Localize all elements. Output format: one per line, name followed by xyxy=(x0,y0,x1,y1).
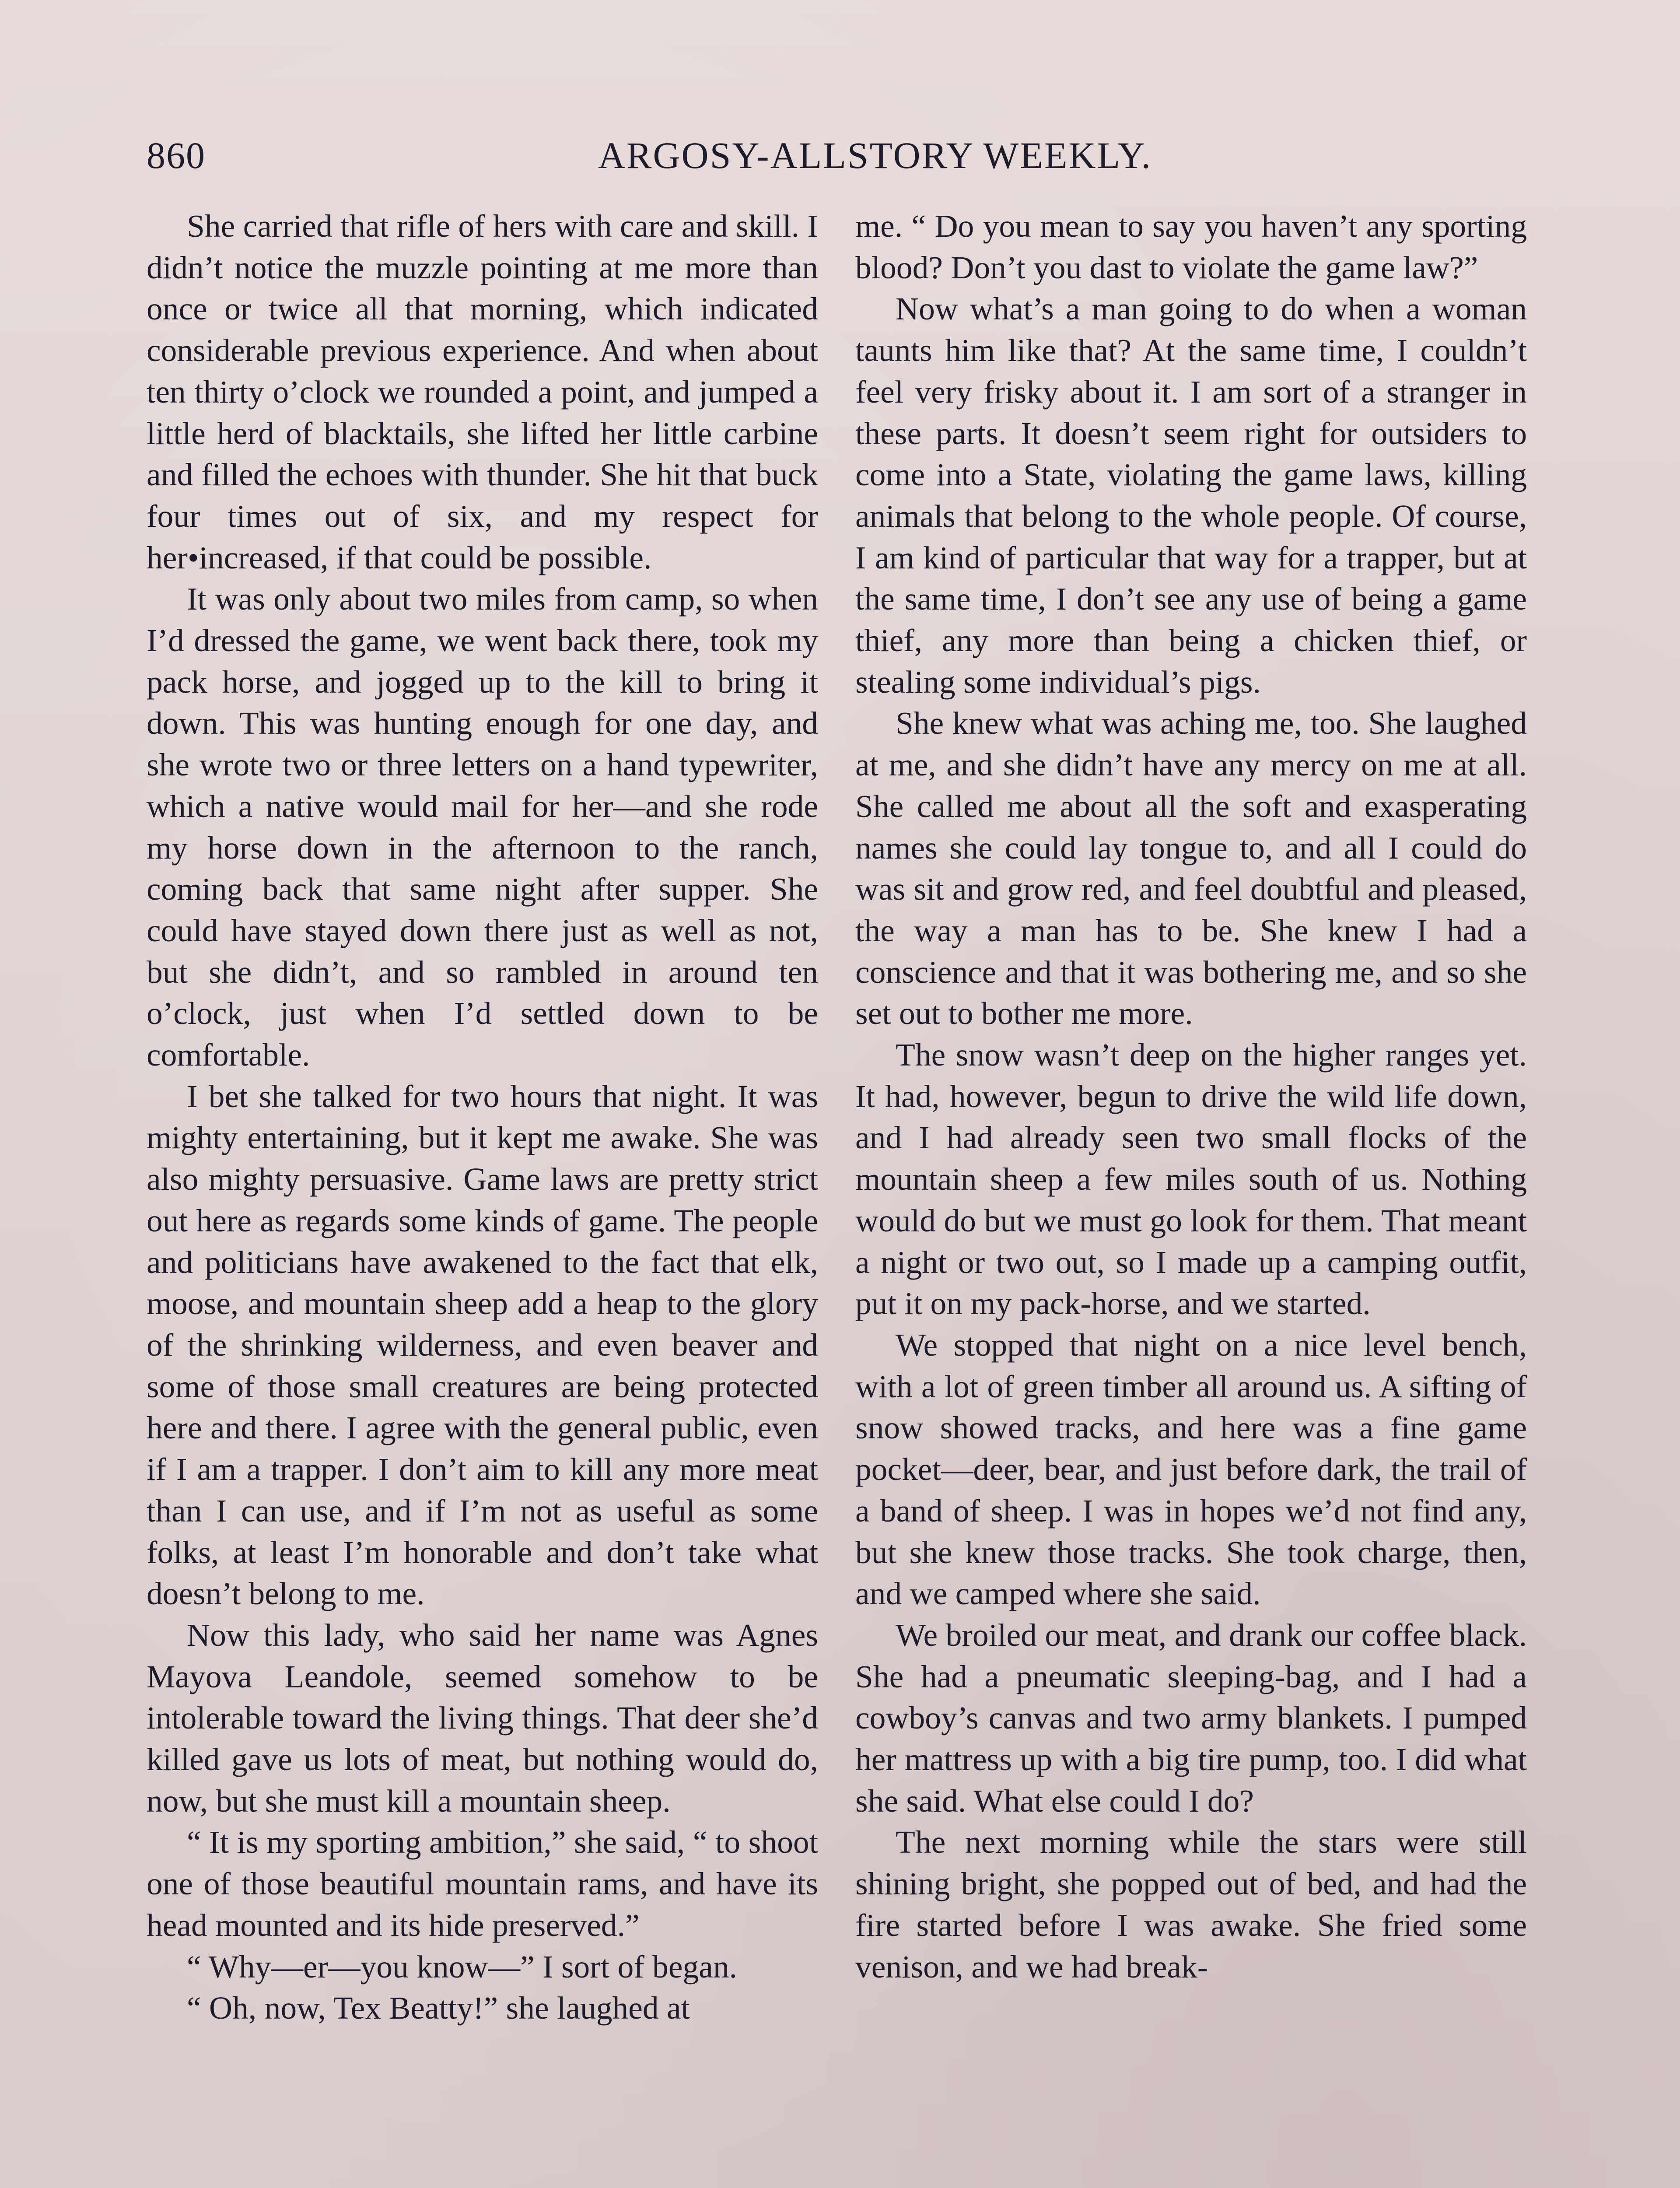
right-column xyxy=(855,206,1527,1988)
running-head: ARGOSY-ALLSTORY WEEKLY. xyxy=(598,134,1152,176)
paragraph: I bet she talked for two hours that night. It was mighty entertaining, but it kept me awake. She was also mighty persuasive. Game laws are pretty strict out here as regards some kinds of game. The people and politicians have awakened to the fact that elk, moose, and mountain sheep add a heap to the glory of the shrinking wilderness, and even beaver and some of those small creatures are being protected here and there. I agree with the general public, even if I am a trapper. I don’t aim to kill any more meat than I can use, and if I’m not as useful as some folks, at least I’m honorable and don’t take what doesn’t belong to me. xyxy=(147,1078,818,1612)
page-number: 860 xyxy=(147,134,206,176)
paragraph: “ It is my sporting ambition,” she said, “ to shoot one of those beautiful mountain rams, and have its head mounted and its hide preserved.” xyxy=(147,1824,818,1943)
continued-paragraph: me. “ Do you mean to say you haven’t any sporting blood? Don’t you dast to violate the game law?” xyxy=(855,208,1527,285)
paragraph: She carried that rifle of hers with care and skill. I didn’t notice the muzzle pointing at me more than once or twice all that morning, which indicated considerable previous experience. And when about ten thirty o’clock we rounded a point, and jumped a little herd of blacktails, she lifted her little carbine and filled the echoes with thunder. She hit that buck four times out of six, and my respect for her•increased, if that could be possible. xyxy=(147,208,818,575)
paragraph: “ Why—er—you know—” I sort of began. xyxy=(187,1949,738,1985)
page-header xyxy=(147,131,1538,179)
paragraph: The snow wasn’t deep on the higher ranges yet. It had, however, begun to drive the wild life down, and I had already seen two small flocks of the mountain sheep a few miles south of us. Nothing would do but we must go look for them. That meant a night or two out, so I made up a camping outfit, put it on my pack-horse, and we started. xyxy=(855,1037,1527,1322)
paragraph: We broiled our meat, and drank our coffee black. She had a pneumatic sleeping-bag, and I had a cowboy’s canvas and two army blankets. I pumped her mattress up with a big tire pump, too. I did what she said. What else could I do? xyxy=(855,1617,1527,1819)
paragraph: Now this lady, who said her name was Agnes Mayova Leandole, seemed somehow to be intolerable toward the living things. That deer she’d killed gave us lots of meat, but nothing would do, now, but she must kill a mountain sheep. xyxy=(147,1617,818,1819)
paragraph: Now what’s a man going to do when a woman taunts him like that? At the same time, I couldn’t feel very frisky about it. I am sort of a stranger in these parts. It doesn’t seem right for outsiders to come into a State, violating the game laws, killing animals that belong to the whole people. Of course, I am kind of particular that way for a trapper, but at the same time, I don’t see any use of being a game thief, any more than being a chicken thief, or stealing some individual’s pigs. xyxy=(855,291,1527,700)
paragraph: She knew what was aching me, too. She laughed at me, and she didn’t have any mercy on me at all. She called me about all the soft and exasperating names she could lay tongue to, and all I could do was sit and grow red, and feel doubtful and pleased, the way a man has to be. She knew I had a conscience and that it was bothering me, and so she set out to bother me more. xyxy=(855,705,1527,1031)
paragraph: “ Oh, now, Tex Beatty!” she laughed at xyxy=(187,1990,690,2026)
paragraph: The next morning while the stars were still shining bright, she popped out of bed, and had the fire started before I was awake. She fried some venison, and we had break- xyxy=(855,1824,1527,1985)
paragraph: We stopped that night on a nice level bench, with a lot of green timber all around us. A sifting of snow showed tracks, and here was a fine game pocket—deer, bear, and just before dark, the trail of a band of sheep. I was in hopes we’d not find any, but she knew those tracks. She took charge, then, and we camped where she said. xyxy=(855,1327,1527,1612)
left-column xyxy=(147,206,818,2029)
paragraph: It was only about two miles from camp, so when I’d dressed the game, we went back there, took my pack horse, and jogged up to the kill to bring it down. This was hunting enough for one day, and she wrote two or three letters on a hand typewriter, which a native would mail for her—and she rode my horse down in the afternoon to the ranch, coming back that same night after supper. She could have stayed down there just as well as not, but she didn’t, and so rambled in around ten o’clock, just when I’d settled down to be comfortable. xyxy=(147,581,818,1073)
